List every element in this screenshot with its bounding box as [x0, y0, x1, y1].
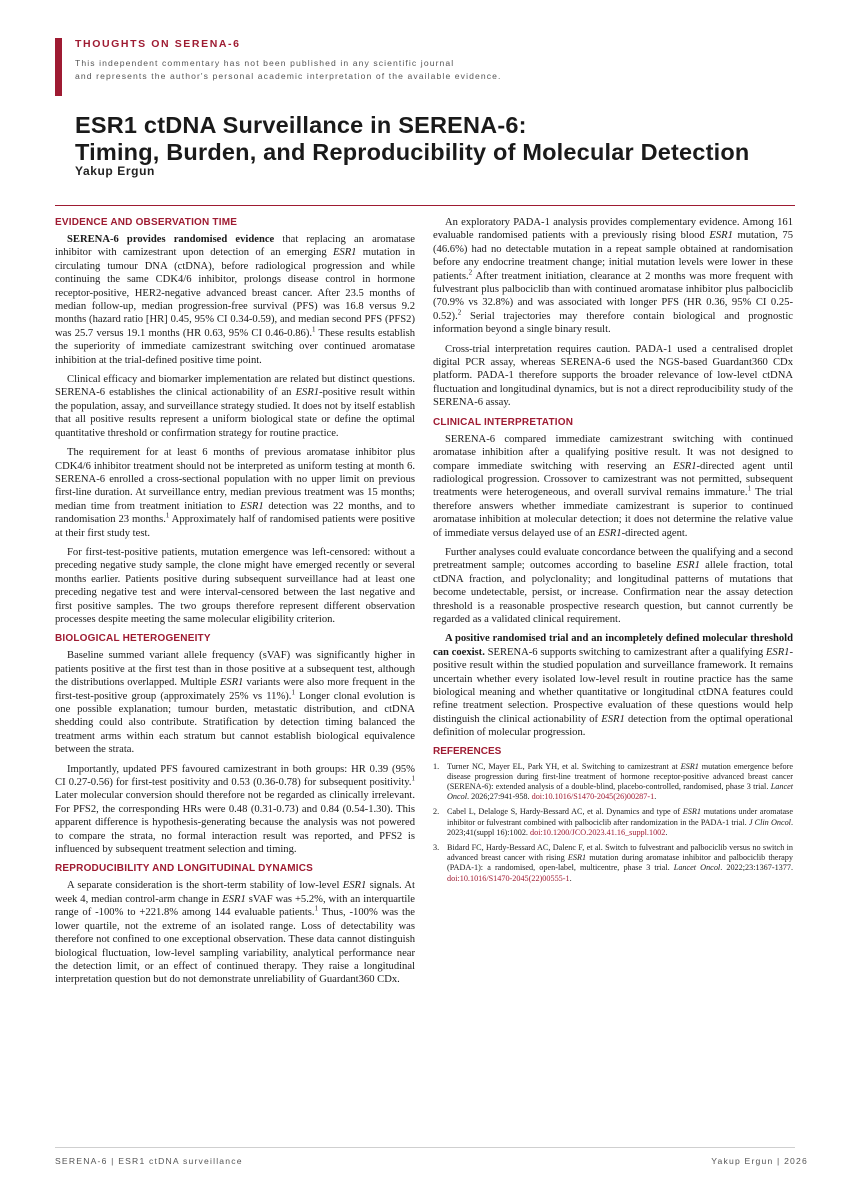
text-span: Baseline summed variant allele frequency (sVAF) was significantly higher in patients positive at the first test than in those positive at a subsequent test, although the distributions overlapped. Multiple — [55, 650, 415, 689]
commentary-banner — [55, 38, 795, 96]
text-span: Thus, -100% was the lower quartile, not the extreme of an isolated range. Loss of detectability was therefore not confined to one exceptional observation. These data cannot distinguish biological fluctuation, low-level sampling variability, analytical performance near the detection limit, or an effect of continued therapy. They raise a longitudinal interpretation question but do not demonstrate unreliability of Guardant360 CDx. — [55, 907, 415, 986]
text-span: The requirement for at least 6 months of previous aromatase inhibitor plus CDK4/6 inhibitor treatment should not be interpreted as uniform testing at month 6. SERENA-6 enrolled a cross-sectional population with no upper limit on previous first-line duration. At surveillance entry, median previous treatment was 15 months; median time from treatment initiation to — [55, 447, 415, 512]
text-span: Clinical efficacy and biomarker implementation are related but distinct questions. SERENA-6 establishes the clinical actionability of an — [55, 374, 415, 399]
citation-marker: 1 — [747, 484, 751, 493]
text-span: that replacing an aromatase inhibitor with camizestrant upon detection of an emerging — [55, 234, 416, 259]
right-column — [433, 216, 793, 889]
text-span: mutations under aromatase inhibitor or fulvestrant combined with palbociclib after randomization in the PADA-1 trial. — [447, 807, 793, 827]
gene-name: ESR1 — [567, 853, 587, 863]
reproducibility-paragraph-2 — [433, 216, 793, 337]
reference-list — [433, 762, 793, 884]
text-span: detection was 22 months, and to randomisation 23 months. — [55, 500, 415, 526]
text-span: Cabel L, Delaloge S, Hardy-Bessard AC, et al. Dynamics and type of — [447, 807, 683, 817]
banner-disclaimer-line1: This independent commentary has not been published in any scientific journal — [75, 58, 455, 68]
text-span: sVAF was +5.2%, with an interquartile range of -100% to +221.8% among 144 evaluable patients. — [55, 893, 415, 919]
gene-name: ESR1 — [598, 527, 622, 539]
gene-name: ESR1 — [765, 646, 790, 658]
title-line-2: Timing, Burden, and Reproducibility of Molecular Detection — [75, 139, 750, 165]
banner-disclaimer-line2: and represents the author's personal academic interpretation of the available evidence. — [75, 71, 502, 81]
text-span: . 2026;27:941-958. — [467, 792, 532, 802]
clinical-paragraph-1 — [433, 433, 793, 540]
text-span: signals. At week 4, median control-arm change in — [55, 880, 415, 905]
section-heading-clinical: CLINICAL INTERPRETATION — [433, 416, 574, 428]
gene-name: ESR1 — [680, 761, 699, 771]
running-footer-left: SERENA-6 | ESR1 ctDNA surveillance — [55, 1156, 243, 1166]
text-span: Longer clonal evolution is one possible explanation; tumour burden, metastatic distribution, and ctDNA shedding could also contribute. Stratification by detection timing balanced the treatment arms within each stratum but cannot establish biological equivalence between the strata. — [55, 690, 415, 756]
title-line-1: ESR1 ctDNA Surveillance in SERENA-6: — [75, 112, 527, 138]
evidence-paragraph-1 — [55, 233, 415, 367]
text-span: mutation emergence before disease progression during first-line treatment of hormone receptor-positive advanced breast cancer (SERENA-6): extended analysis of a double-blind, placebo-controlled, randomised, phase 3 trial. — [447, 761, 793, 792]
text-span: allele fraction, total ctDNA fraction, and polyclonality; and longitudinal patterns of mutations that become undetectable, persist, or increase. Confirmation near the assay detection threshold is a reasonable prospective research question, but cannot currently be regarded as a validated clinical requirement. — [433, 560, 793, 625]
reference-item — [433, 843, 793, 884]
heterogeneity-paragraph-1 — [55, 649, 415, 756]
gene-name: ESR1 — [219, 677, 244, 689]
doi-link[interactable]: doi:10.1200/JCO.2023.41.16_suppl.1002 — [530, 827, 666, 837]
footer-divider — [55, 1147, 795, 1148]
gene-name: ESR1 — [332, 247, 357, 259]
evidence-paragraph-4: For first-test-positive patients, mutation emergence was left-censored: without a preceding negative study sample, the clone might have emerged recently or several months earlier. Patients positive during subsequent surveillance had at least one preceding negative test and were interval-censored between the last negative and first positive samples. The two groups therefore represent different observation processes despite meeting the same molecular eligibility criterion. — [55, 546, 415, 625]
section-heading-evidence: EVIDENCE AND OBSERVATION TIME — [55, 217, 238, 228]
gene-name: ESR1 — [601, 713, 625, 725]
section-heading-reproducibility: REPRODUCIBILITY AND LONGITUDINAL DYNAMICS — [55, 863, 314, 875]
evidence-paragraph-3 — [55, 446, 415, 540]
citation-marker: 1 — [291, 688, 295, 697]
text-span: Bidard FC, Hardy-Bessard AC, Dalenc F, et al. Switch to fulvestrant and palbociclib versus no switch in advanced breast cancer with rising — [447, 843, 793, 863]
running-footer-right: Yakup Ergun | 2026 — [711, 1156, 808, 1166]
citation-marker: 1 — [312, 325, 316, 334]
section-heading-heterogeneity: BIOLOGICAL HETEROGENEITY — [55, 633, 211, 645]
citation-marker: 2 — [468, 268, 473, 277]
text-span: . 2022;23:1367-1377. — [720, 863, 793, 873]
text-span: -positive result within the studied population and surveillance framework. It remains uncertain whether every isolated low-level result in routine practice has the same biological meaning and whether quantitative or longitudinal ctDNA features could refine treatment selection. Prospective evaluation of these questions would help distinguish the clinical actionability of — [433, 646, 793, 725]
reference-number: 1. — [433, 761, 440, 771]
reference-number: 3. — [433, 843, 440, 853]
gene-name: ESR1 — [222, 893, 246, 905]
banner-accent-bar — [55, 38, 62, 96]
evidence-paragraph-2 — [55, 373, 415, 440]
journal-name: Lancet Oncol — [673, 863, 721, 873]
text-span: Approximately half of randomised patients were positive at their first study test. — [55, 514, 415, 539]
journal-name: J Clin Oncol — [748, 817, 791, 827]
text-span: mutation in circulating tumour DNA (ctDNA), before radiological progression and while continuing the same CDK4/6 inhibitor, prolongs disease control in hormone receptor-positive, HER2-negative advanced breast cancer. After 23.5 months of median follow-up, median progression-free survival (PFS) was 16.8 versus 9.2 months (hazard ratio [HR] 0.45, 95% CI 0.34-0.59), and median second PFS (PFS2) was 25.7 versus 19.1 months (HR 0.63, 95% CI 0.46-0.86). — [55, 247, 415, 339]
text-span: . — [569, 873, 572, 883]
text-span: -positive result within the population, assay, and surveillance strategy studied. It does not by itself establish that all positive results represent a uniform biological state or define the optimal quantitative threshold or confirmation strategy for routine practice. — [55, 387, 416, 439]
text-span: A separate consideration is the short-term stability of low-level — [67, 880, 343, 892]
references-heading: REFERENCES — [433, 745, 502, 757]
text-span: mutation, 75 (46.6%) had no detectable mutation in a repeat sample obtained at randomisation before any endocrine treatment change; initial mutation levels were lower in these patients. — [433, 230, 794, 282]
text-span: Importantly, updated PFS favoured camizestrant in both groups: HR 0.39 (95% CI 0.27-0.56) for first-test positivity and 0.53 (0.36-0.78) for subsequent positivity. — [55, 763, 415, 789]
text-span: -directed agent. — [621, 527, 688, 539]
gene-name: ESR1 — [295, 387, 320, 399]
text-span: SERENA-6 compared immediate camizestrant switching with continued aromatase inhibition after a qualifying positive result. It was not designed to compare immediate switching with reserving an — [433, 433, 793, 472]
reference-number: 2. — [433, 807, 440, 817]
gene-name: ESR1 — [676, 560, 700, 572]
clinical-paragraph-3 — [433, 632, 793, 739]
text-span: Serial trajectories may therefore contain biological and prognostic information beyond a single binary result. — [433, 310, 793, 336]
gene-name: ESR1 — [709, 230, 733, 242]
citation-marker: 1 — [165, 511, 170, 520]
clinical-lead: A positive randomised trial and an incompletely defined molecular threshold can coexist. — [433, 633, 793, 658]
heterogeneity-paragraph-2 — [55, 763, 415, 857]
text-span: . 2023;41(suppl 16):1002. — [447, 817, 794, 837]
text-span: Further analyses could evaluate concordance between the qualifying and a second pretreatment sample; outcomes according to baseline — [433, 546, 793, 572]
citation-marker: 1 — [314, 904, 319, 913]
clinical-paragraph-2 — [433, 546, 793, 626]
text-span: detection from the optimal operational definition of molecular progression. — [433, 713, 793, 739]
text-span: . — [665, 827, 668, 837]
reference-item — [433, 762, 793, 803]
reproducibility-paragraph-1-start — [55, 879, 415, 986]
citation-marker: 1 — [411, 774, 415, 783]
author-name: Yakup Ergun — [75, 164, 155, 178]
text-span: variants were also more frequent in the first-test-positive group (approximately 25% vs 11%). — [55, 677, 415, 702]
journal-name: Lancet Oncol — [447, 782, 793, 802]
doi-link[interactable]: doi:10.1016/S1470-2045(22)00555-1 — [447, 873, 570, 883]
text-span: mutation during aromatase inhibitor and palbociclib therapy (PADA-1): a randomised, open-label, multicentre, phase 3 trial. — [447, 853, 793, 873]
gene-name: ESR1 — [342, 880, 367, 892]
text-span: -directed agent until radiological progression. Crossover to camizestrant was not permitted, subsequent treatments were heterogeneous, and overall survival remains immature. — [433, 460, 793, 499]
title-divider — [55, 205, 795, 206]
text-span: SERENA-6 supports switching to camizestrant after a qualifying — [484, 646, 766, 658]
banner-kicker: THOUGHTS ON SERENA-6 — [75, 38, 241, 50]
left-column — [55, 216, 415, 993]
text-span: These results establish the superiority of immediate camizestrant switching over continued aromatase inhibition at the trial-defined positive time point. — [55, 327, 416, 366]
doi-link[interactable]: doi:10.1016/S1470-2045(26)00287-1 — [531, 792, 655, 802]
text-span: The trial therefore answers whether immediate camizestrant is superior to continued aromatase inhibition at molecular detection; it does not determine the relative value of immediate versus delayed use of an — [433, 487, 793, 539]
evidence-lead: SERENA-6 provides randomised evidence — [67, 234, 275, 245]
gene-name: ESR1 — [672, 460, 697, 472]
text-span: An exploratory PADA-1 analysis provides complementary evidence. Among 161 evaluable randomised patients with a previously rising blood — [433, 217, 793, 242]
reproducibility-paragraph-3: Cross-trial interpretation requires caution. PADA-1 used a centralised droplet digital PCR assay, whereas SERENA-6 used the NGS-based Guardant360 CDx platform. PADA-1 therefore supports the broader relevance of low-level ctDNA fluctuation and longitudinal dynamics, but is not a direct reproducibility study of the SERENA-6 assay. — [433, 343, 793, 409]
citation-marker: 2 — [457, 308, 462, 317]
text-span: After treatment initiation, clearance at 2 months was more frequent with fulvestrant plus palbociclib than with continued aromatase inhibitor plus palbociclib (70.9% vs 32.8%) and was associated with longer PFS (HR 0.36, 95% CI 0.25-0.52). — [433, 270, 793, 322]
gene-name: ESR1 — [240, 500, 264, 512]
gene-name: ESR1 — [682, 807, 701, 817]
page-title — [75, 112, 815, 166]
reference-item — [433, 807, 793, 838]
text-span: Later molecular conversion should therefore not be regarded as clinically irrelevant. For PFS2, the corresponding HRs were 0.48 (0.31-0.73) and 0.84 (0.54-1.30). This apparent difference is hypothesis-generating because the analysis was not powered to compare the strata, no formal interaction result was reported, and PFS2 is influenced by subsequent treatment selection and timing. — [55, 790, 415, 856]
text-span: Turner NC, Mayer EL, Park YH, et al. Switching to camizestrant at — [447, 761, 681, 771]
text-span: . — [654, 792, 657, 802]
